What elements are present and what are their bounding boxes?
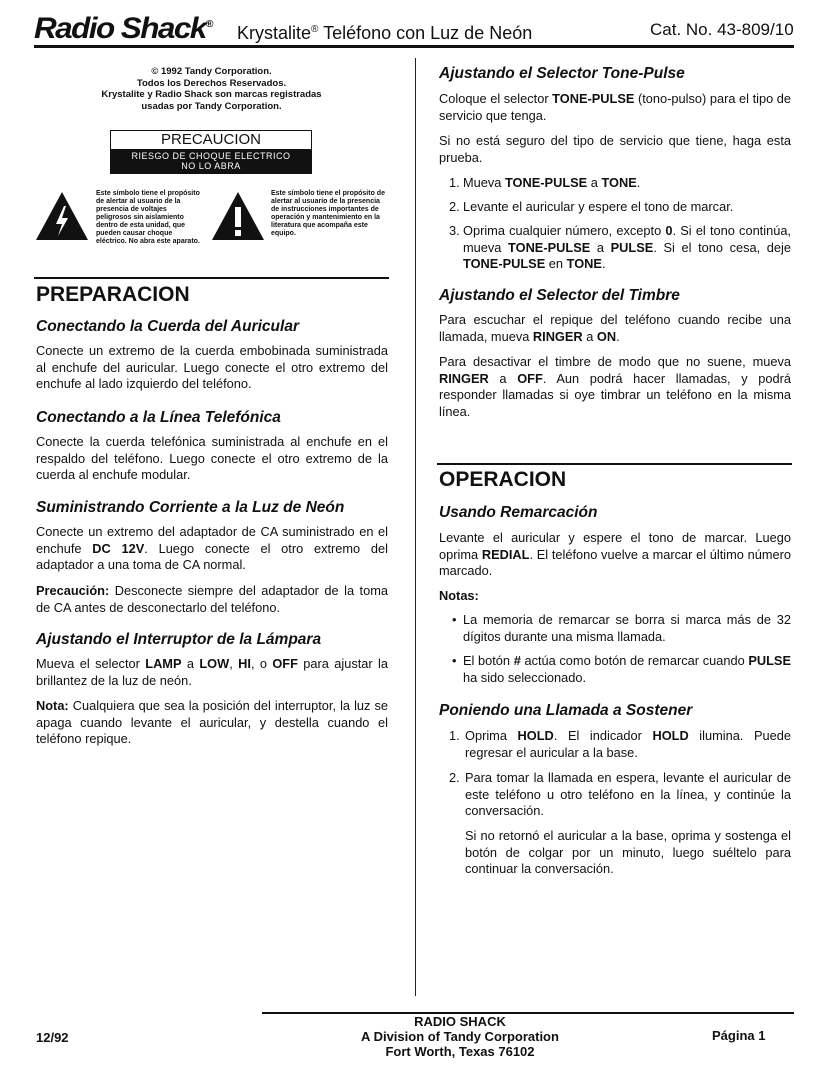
section-title-preparacion: PREPARACION — [36, 283, 190, 306]
brand-logo: Radio Shack® — [34, 12, 214, 45]
step-item: Levante el auricular y espere el tono de marcar. — [463, 199, 734, 214]
step-number: 1. — [449, 728, 460, 743]
header-rule — [34, 45, 794, 48]
heading-sostener: Poniendo una Llamada a Sostener — [439, 702, 693, 719]
heading-timbre: Ajustando el Selector del Timbre — [439, 287, 680, 304]
paragraph-lampara: Mueva el selector LAMP a LOW, HI, o OFF para ajustar la brillantez de la luz de neón. — [36, 656, 388, 688]
bullet-marker: • — [452, 653, 457, 668]
paragraph-tone-intro: Coloque el selector TONE-PULSE (tono-pulso) para el tipo de servicio que tenga. — [439, 91, 792, 123]
step-number: 2. — [449, 199, 460, 214]
step-item: Mueva TONE-PULSE a TONE. — [463, 175, 641, 190]
paragraph-timbre-1: Para escuchar el repique del teléfono cuando recibe una llamada, mueva RINGER a ON. — [439, 312, 791, 344]
paragraph-timbre-2: Para desactivar el timbre de modo que no suene, mueva RINGER a OFF. Aun podrá hacer llamadas, y podrá responder llamadas si oye timbrar un teléfono en la misma línea. — [439, 354, 791, 419]
heading-cuerda: Conectando la Cuerda del Auricular — [36, 318, 299, 335]
heading-linea: Conectando a la Línea Telefónica — [36, 409, 281, 426]
step-item: Para tomar la llamada en espera, levante el auricular de este teléfono u otro teléfono en la línea, y continúe la conversación. — [465, 770, 791, 819]
heading-corriente: Suministrando Corriente a la Luz de Neón — [36, 499, 345, 516]
bullet-marker: • — [452, 612, 457, 627]
paragraph-corriente: Conecte un extremo del adaptador de CA suministrado en el enchufe DC 12V. Luego conecte el otro extremo del adaptador a una toma de CA normal. — [36, 524, 388, 573]
section-rule — [437, 463, 792, 465]
step-number: 2. — [449, 770, 460, 785]
step-number: 3. — [449, 223, 460, 238]
paragraph-linea: Conecte la cuerda telefónica suministrada al enchufe en el respaldo del teléfono. Luego conecte el otro extremo de la cuerda al enchufe modular. — [36, 434, 388, 483]
exclamation-warning-text: Este símbolo tiene el propósito de alertar al usuario de la presencia de instrucciones importantes de operación y mantenimiento en la literatura que acompaña este equipo. — [271, 190, 385, 237]
step-item: Oprima HOLD. El indicador HOLD ilumina. Puede regresar el auricular a la base. — [465, 728, 791, 760]
heading-tone-pulse: Ajustando el Selector Tone-Pulse — [439, 65, 685, 82]
page-number: Página 1 — [712, 1028, 766, 1043]
catalog-number: Cat. No. 43-809/10 — [650, 20, 794, 39]
paragraph-nota: Nota: Cualquiera que sea la posición del interruptor, la luz se apaga cuando levante el auricular, y destella cuando el teléfono repique. — [36, 698, 388, 747]
step-item: Oprima cualquier número, excepto 0. Si el tono continúa, mueva TONE-PULSE a PULSE. Si el tono cesa, deje TONE-PULSE en TONE. — [463, 223, 791, 272]
paragraph-cuerda: Conecte un extremo de la cuerda embobinada suministrada al enchufe del auricular. Luego conecte el otro extremo del enchufe al lado izquierdo del teléfono. — [36, 343, 388, 392]
step-item-extra: Si no retornó el auricular a la base, oprima y sostenga el botón de colgar por un minuto, luego suéltelo para continuar la conversación. — [465, 828, 791, 877]
bullet-item: La memoria de remarcar se borra si marca más de 32 dígitos durante una misma llamada. — [463, 612, 791, 644]
heading-remarcacion: Usando Remarcación — [439, 504, 598, 521]
paragraph-remarcacion: Levante el auricular y espere el tono de marcar. Luego oprima REDIAL. El teléfono vuelve a marcar el último número marcado. — [439, 530, 792, 579]
step-number: 1. — [449, 175, 460, 190]
caution-box — [110, 130, 312, 174]
lightning-warning-text: Este símbolo tiene el propósito de alertar al usuario de la presencia de voltajes peligrosos sin aislamiento dentro de esta unidad, que pueden causar choque eléctrico. No abra este aparato. — [96, 190, 200, 245]
section-rule — [34, 277, 389, 279]
paragraph-precaucion: Precaución: Desconecte siempre del adaptador de la toma de CA antes de desconectarlo del teléfono. — [36, 583, 388, 615]
caution-title: PRECAUCION — [160, 131, 261, 148]
exclamation-warning-icon — [210, 190, 266, 242]
notas-label: Notas: — [439, 588, 479, 603]
footer-date: 12/92 — [36, 1030, 69, 1045]
paragraph-tone-test: Si no está seguro del tipo de servicio que tiene, haga esta prueba. — [439, 133, 791, 165]
caution-line: RIESGO DE CHOQUE ELECTRICO NO LO ABRA — [111, 149, 311, 173]
column-divider — [415, 58, 416, 996]
lightning-warning-icon — [34, 190, 90, 242]
bullet-item: El botón # actúa como botón de remarcar cuando PULSE ha sido seleccionado. — [463, 653, 791, 685]
product-title: Krystalite® Teléfono con Luz de Neón — [237, 23, 533, 43]
copyright-notice: © 1992 Tandy Corporation. Todos los Derechos Reservados. Krystalite y Radio Shack son marcas registradas usadas por Tandy Corporation. — [101, 66, 322, 112]
heading-lampara: Ajustando el Interruptor de la Lámpara — [36, 631, 322, 648]
footer-company: RADIO SHACK A Division of Tandy Corporation Fort Worth, Texas 76102 — [361, 1014, 559, 1059]
section-title-operacion: OPERACION — [439, 468, 567, 491]
